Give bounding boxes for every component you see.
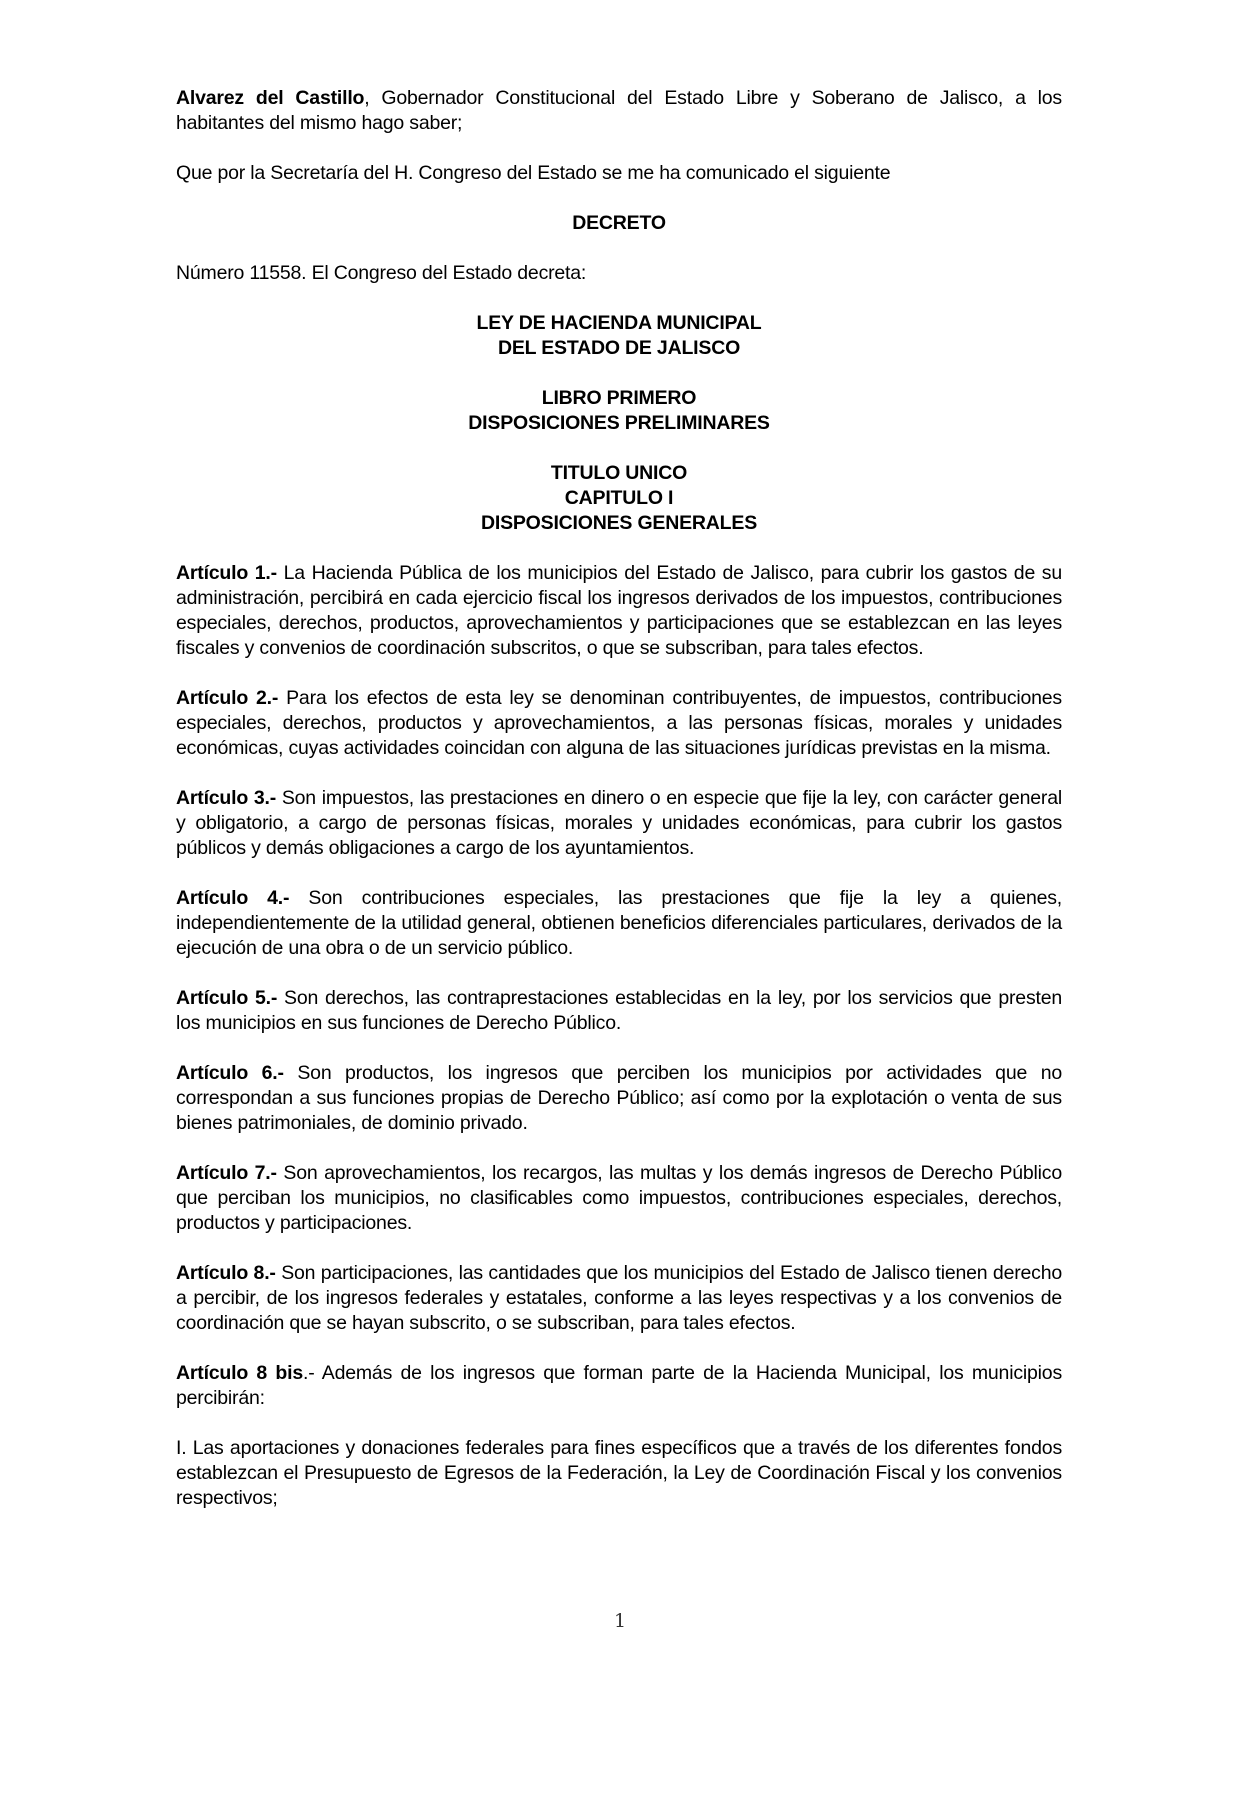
titulo-heading — [176, 461, 1062, 536]
article-text: Para los efectos de esta ley se denominan contribuyentes, de impuestos, contribuciones especiales, derechos, productos y aprovechamientos, a las personas físicas, morales y unidades económicas, cuyas actividades coincidan con alguna de las situaciones jurídicas previstas en la misma. — [176, 687, 1062, 759]
article-label: Artículo 3.- — [176, 787, 277, 809]
article-label: Artículo 8 bis — [176, 1362, 303, 1384]
numero-paragraph: Número 11558. El Congreso del Estado decreta: — [176, 262, 587, 284]
article-text: .- Además de los ingresos que forman parte de la Hacienda Municipal, los municipios percibirán: — [176, 1362, 1062, 1409]
article-1 — [176, 561, 1062, 661]
article-4 — [176, 886, 1062, 961]
article-text: Son derechos, las contraprestaciones establecidas en la ley, por los servicios que presten los municipios en sus funciones de Derecho Público. — [176, 987, 1063, 1034]
page-number: 1 — [613, 1610, 627, 1632]
article-label: Artículo 1.- — [176, 562, 277, 584]
intro-text: , Gobernador Constitucional del Estado Libre y Soberano de Jalisco, a los habitantes del mismo hago saber; — [176, 87, 1062, 134]
article-text: Son impuestos, las prestaciones en dinero o en especie que fije la ley, con carácter general y obligatorio, a cargo de personas físicas, morales y unidades económicas, para cubrir los gastos públicos y demás obligaciones a cargo de los ayuntamientos. — [176, 787, 1062, 859]
law-title-line-1: LEY DE HACIENDA MUNICIPAL — [476, 312, 762, 334]
intro-paragraph — [176, 86, 1062, 136]
decreto-title-text: DECRETO — [572, 212, 666, 234]
titulo-line-1: TITULO UNICO — [550, 462, 688, 484]
article-label: Artículo 8.- — [176, 1262, 276, 1284]
fraccion-1: I. Las aportaciones y donaciones federales para fines específicos que a través de los diferentes fondos establezcan el Presupuesto de Egresos de la Federación, la Ley de Coordinación Fiscal y los convenios respectivos; — [176, 1437, 1062, 1509]
article-text: Son productos, los ingresos que perciben los municipios por actividades que no correspondan a sus funciones propias de Derecho Público; así como por la explotación o venta de sus bienes patrimoniales, de dominio privado. — [176, 1062, 1062, 1134]
secretaria-paragraph: Que por la Secretaría del H. Congreso del Estado se me ha comunicado el siguiente — [176, 162, 891, 184]
article-label: Artículo 2.- — [176, 687, 279, 709]
libro-heading — [176, 386, 1062, 436]
titulo-line-2: CAPITULO I — [564, 487, 674, 509]
article-8-bis — [176, 1361, 1062, 1411]
article-2 — [176, 686, 1062, 761]
titulo-line-3: DISPOSICIONES GENERALES — [480, 512, 758, 534]
law-title — [176, 311, 1062, 361]
article-label: Artículo 5.- — [176, 987, 278, 1009]
article-label: Artículo 7.- — [176, 1162, 277, 1184]
article-8 — [176, 1261, 1062, 1336]
article-text: Son aprovechamientos, los recargos, las multas y los demás ingresos de Derecho Público que perciban los municipios, no clasificables como impuestos, contribuciones especiales, derechos, productos y participaciones. — [176, 1162, 1062, 1234]
article-7 — [176, 1161, 1062, 1236]
article-3 — [176, 786, 1062, 861]
article-label: Artículo 6.- — [176, 1062, 284, 1084]
article-label: Artículo 4.- — [176, 887, 290, 909]
article-6 — [176, 1061, 1062, 1136]
article-text: Son contribuciones especiales, las prestaciones que fije la ley a quienes, independientemente de la utilidad general, obtienen beneficios diferenciales particulares, derivados de la ejecución de una obra o de un servicio público. — [176, 887, 1062, 959]
law-title-line-2: DEL ESTADO DE JALISCO — [497, 337, 741, 359]
libro-line-1: LIBRO PRIMERO — [541, 387, 697, 409]
governor-name: Alvarez del Castillo — [176, 87, 365, 109]
libro-line-2: DISPOSICIONES PRELIMINARES — [468, 412, 770, 434]
article-text: Son participaciones, las cantidades que los municipios del Estado de Jalisco tienen derecho a percibir, de los ingresos federales y estatales, conforme a las leyes respectivas y a los convenios de coordinación que se hayan subscrito, o se subscriban, para tales efectos. — [176, 1262, 1062, 1334]
article-5 — [176, 986, 1062, 1036]
decreto-title — [176, 211, 1062, 236]
article-text: La Hacienda Pública de los municipios del Estado de Jalisco, para cubrir los gastos de su administración, percibirá en cada ejercicio fiscal los ingresos derivados de los impuestos, contribuciones especiales, derechos, productos, aprovechamientos y participaciones que se establezcan en las leyes fiscales y convenios de coordinación subscritos, o que se subscriban, para tales efectos. — [176, 562, 1062, 659]
document-page — [176, 86, 1062, 1536]
